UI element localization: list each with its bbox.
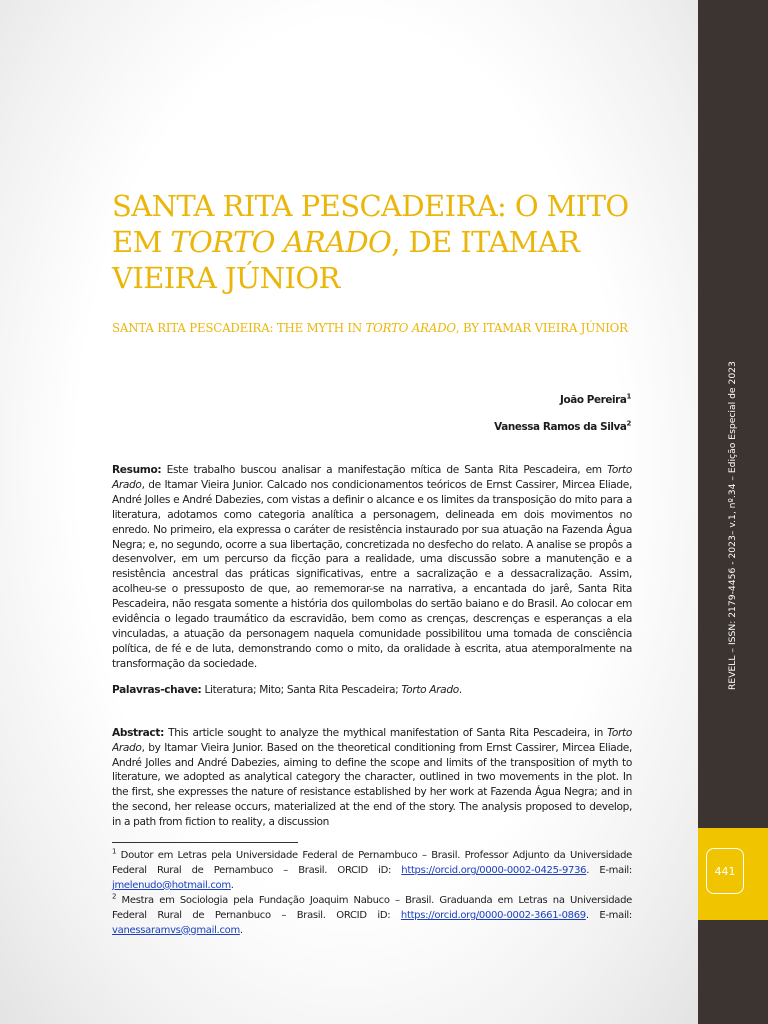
abstract-en: Abstract: This article sought to analyze the mythical manifestation of Santa Rita Pescadeira, in Torto Arado, by Itamar Vieira Junior. Based on the theoretical conditioning from Ernst Cassirer, Mircea Eliade, André Jolles and André Dabezies, aiming to define the scope and limits of the transposition of myth to literature, we adopted as analytical category the character, outlined in two movements in the plot. In the first, she expresses the nature of resistance established by her work at Fazenda Água Negra; and in the second, her release occurs, materialized at the end of the story. The analysis proposed to develop, in a path from fiction to reality, a discussion	[112, 727, 632, 828]
article-title: SANTA RITA PESCADEIRA: O MITO EM TORTO ARADO, DE ITAMAR VIEIRA JÚNIOR	[112, 189, 629, 295]
author-2: Vanessa Ramos da Silva$^2$	[494, 419, 631, 433]
authors	[400, 393, 631, 447]
orcid-link-2[interactable]: https://orcid.org/0000-0002-3661-0869	[400, 909, 586, 921]
abstract-pt: Resumo: Este trabalho buscou analisar a manifestação mítica de Santa Rita Pescadeira, em Torto Arado, de Itamar Vieira Junior. Calcado nos condicionamentos teóricos de Ernst Cassirer, Mircea Eliade, André Jolles e André Dabezies, com vistas a definir o alcance e os limites da transposição do mito para a literatura, adotamos como categoria analítica a personagem, delineada em dois movimentos no enredo. No primeiro, ela expressa o caráter de resistência instaurado por sua atuação na Fazenda Água Negra; e, no segundo, ocorre a sua libertação, concretizada no desfecho do relato. A analise se propôs a desenvolver, em um percurso da ficção para a realidade, uma discussão sobre a manutenção e a resistência ancestral das práticas significativas, entre a sacralização e a dessacralização. Assim, acolheu-se o pressuposto de que, ao rememorar-se na narrativa, a encantada do jarê, Santa Rita Pescadeira, não resgata somente a história dos quilombolas do sertão baiano e do Brasil. Ao colocar em evidência o legado traumático da escravidão, bem como as crenças, descrenças e esperanças a ela vinculadas, a atuação da personagem naquela comunidade possibilitou uma tomada de consciência política, de fé e de luta, demonstrando como o mito, da oralidade à escrita, atua atemporalmente na transformação da sociedade.	[112, 464, 632, 670]
footnote-2: $^2$ Mestra em Sociologia pela Fundação Joaquim Nabuco – Brasil. Graduanda em Letras na Universidade Federal Rural de Pernanbuco – Brasil. ORCID iD: https://orcid.org/0000-0002-3661-0869. E-mail: vanessaramvs@gmail.com.	[112, 892, 632, 936]
email-link-2[interactable]: vanessaramvs@gmail.com	[112, 924, 240, 936]
journal-info: REVELL – ISSN: 2179-4456 - 2023– v.1, nº.34 – Edição Especial de 2023	[727, 361, 738, 690]
page-number: 441	[706, 848, 744, 894]
email-link-1[interactable]: jmelenudo@hotmail.com	[112, 879, 231, 891]
author-1: João Pereira$^1$	[560, 392, 631, 406]
abstract-label: Resumo:	[112, 464, 162, 476]
keywords: Palavras-chave: Literatura; Mito; Santa Rita Pescadeira; Torto Arado.	[112, 684, 462, 696]
keywords-label: Palavras-chave:	[112, 684, 202, 696]
abstract-en-label: Abstract:	[112, 727, 164, 739]
orcid-link-1[interactable]: https://orcid.org/0000-0002-0425-9736	[401, 864, 587, 876]
footnote-divider	[112, 842, 298, 843]
footnote-ref-2[interactable]: 2	[626, 419, 631, 428]
footnote-ref-1[interactable]: 1	[626, 392, 631, 401]
article-subtitle-en: SANTA RITA PESCADEIRA: THE MYTH IN TORTO ARADO, BY ITAMAR VIEIRA JÚNIOR	[112, 321, 628, 335]
footnote-1: $^1$ Doutor em Letras pela Universidade Federal de Pernambuco – Brasil. Professor Adjunto da Universidade Federal Rural de Pernambuco – Brasil. ORCID iD: https://orcid.org/0000-0002-0425-9736. E-mail: jmelenudo@hotmail.com.	[112, 847, 632, 891]
footnotes	[112, 849, 632, 938]
